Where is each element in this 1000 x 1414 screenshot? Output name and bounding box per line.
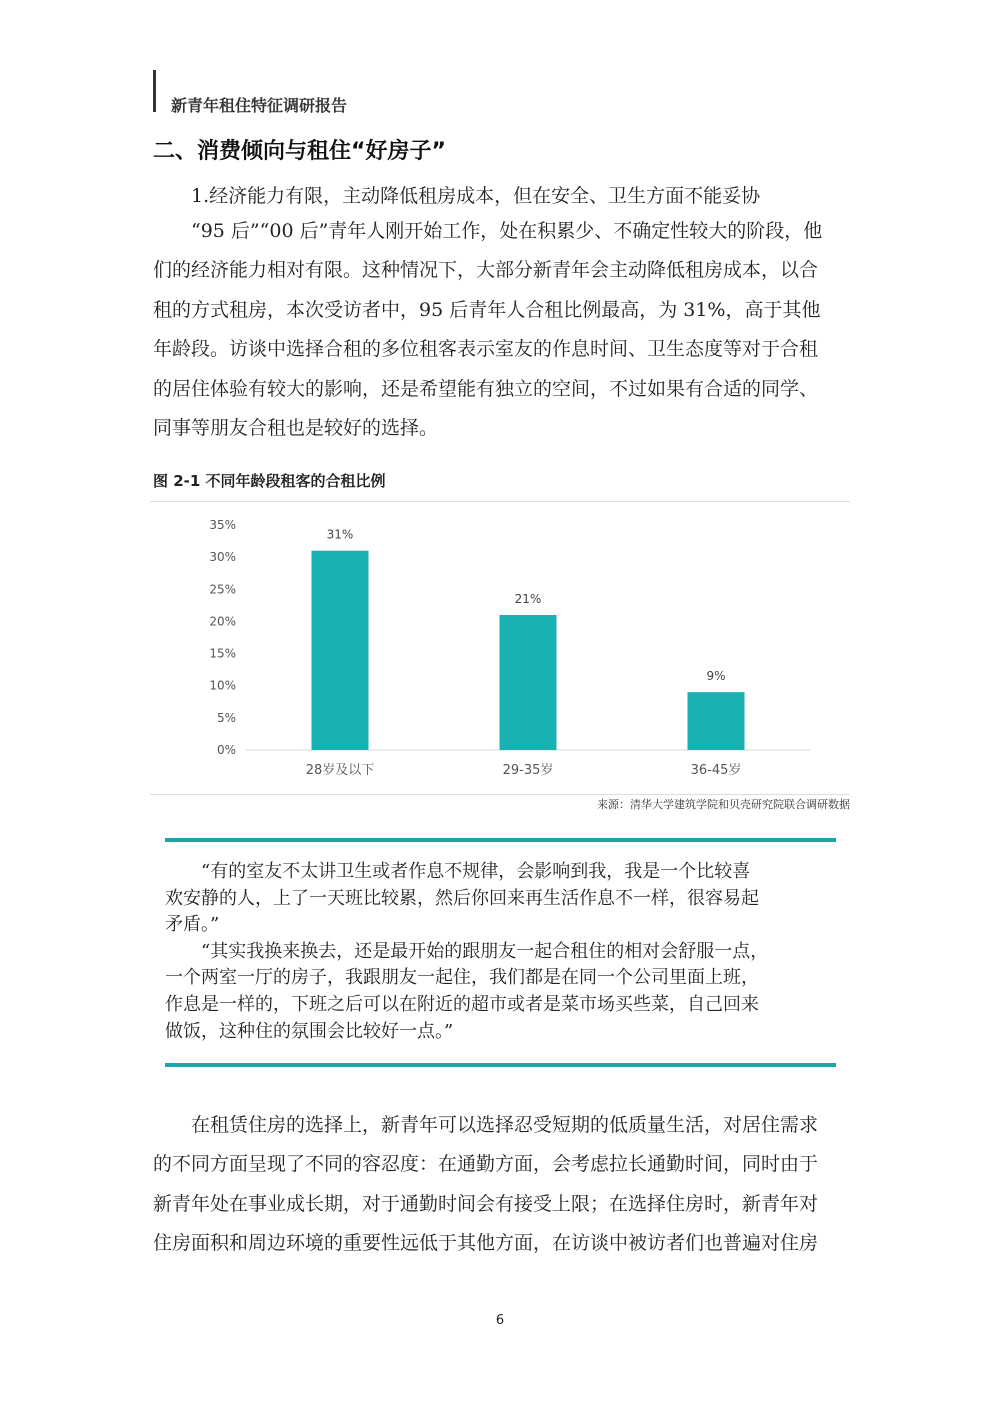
y-tick-label: 0%: [216, 743, 236, 757]
quote-line: “有的室友不太讲卫生或者作息不规律，会影响到我，我是一个比较喜: [201, 861, 751, 882]
bar-value-label: 21%: [514, 592, 542, 606]
y-tick-label: 35%: [209, 518, 236, 532]
paragraph-1: [153, 212, 850, 448]
y-tick-label: 15%: [209, 646, 236, 661]
bar: [688, 692, 745, 750]
sub-heading: 1.经济能力有限，主动降低租房成本，但在安全、卫生方面不能妥协: [191, 185, 761, 207]
y-tick-label: 30%: [209, 550, 236, 565]
paragraph-line: 同事等朋友合租也是较好的选择。: [153, 417, 439, 440]
section-title: 二、消费倾向与租住“好房子”: [153, 139, 446, 164]
bar-value-label: 9%: [706, 669, 726, 684]
x-category-label: 28岁及以下: [305, 763, 375, 778]
quote-line: 欢安静的人，上了一天班比较累，然后你回来再生活作息不一样，很容易起: [165, 887, 759, 909]
paragraph-line: 住房面积和周边环境的重要性远低于其他方面，在访谈中被访者们也普遍对住房: [153, 1232, 819, 1255]
y-tick-label: 20%: [209, 614, 236, 629]
paragraph-line: 新青年处在事业成长期，对于通勤时间会有接受上限；在选择住房时，新青年对: [153, 1192, 819, 1215]
paragraph-line: 在租赁住房的选择上，新青年可以选择忍受短期的低质量生活，对居住需求: [191, 1114, 819, 1136]
bar: [500, 615, 557, 750]
paragraph-line: 年龄段。访谈中选择合租的多位租客表示室友的作息时间、卫生态度等对于合租: [153, 338, 819, 361]
bar-value-label: 31%: [326, 527, 354, 542]
y-tick-label: 5%: [216, 710, 236, 725]
y-tick-label: 25%: [209, 582, 236, 597]
figure-source: 来源：清华大学建筑学院和贝壳研究院联合调研数据: [597, 798, 850, 811]
paragraph-line: 的不同方面呈现了不同的容忍度：在通勤方面，会考虑拉长通勤时间，同时由于: [153, 1153, 819, 1176]
report-header-title: 新青年租住特征调研报告: [171, 96, 348, 115]
paragraph-line: “95 后”“00 后”青年人刚开始工作，处在积累少、不确定性较大的阶段，他: [191, 220, 823, 242]
bar: [312, 551, 369, 750]
interview-quote-box: [165, 838, 836, 1067]
paragraph-line: 的居住体验有较大的影响，还是希望能有独立的空间，不过如果有合适的同学、: [153, 377, 819, 400]
paragraph-line: 们的经济能力相对有限。这种情况下，大部分新青年会主动降低租房成本，以合: [153, 259, 819, 282]
header-accent-bar: [153, 70, 156, 112]
bar-chart-svg: [150, 502, 850, 794]
y-tick-label: 10%: [209, 678, 236, 693]
figure-caption: 图 2-1 不同年龄段租客的合租比例: [153, 472, 386, 490]
quote-line: 作息是一样的，下班之后可以在附近的超市或者是菜市场买些菜，自己回来: [165, 993, 759, 1015]
paragraph-2: [153, 1106, 850, 1264]
quote-line: 矛盾。”: [165, 914, 220, 936]
quote-line: 一个两室一厅的房子，我跟朋友一起住，我们都是在同一个公司里面上班，: [165, 967, 759, 989]
x-category-label: 29-35岁: [502, 763, 554, 778]
page-number: 6: [495, 1313, 505, 1328]
quote-line: “其实我换来换去，还是最开始的跟朋友一起合租住的相对会舒服一点，: [201, 940, 769, 962]
paragraph-line: 租的方式租房，本次受访者中，95 后青年人合租比例最高，为 31%，高于其他: [153, 298, 821, 321]
quote-line: 做饭，这种住的氛围会比较好一点。”: [165, 1020, 454, 1042]
interview-quote: [165, 859, 836, 1045]
x-category-label: 36-45岁: [690, 763, 742, 778]
bar-chart: [150, 501, 850, 795]
